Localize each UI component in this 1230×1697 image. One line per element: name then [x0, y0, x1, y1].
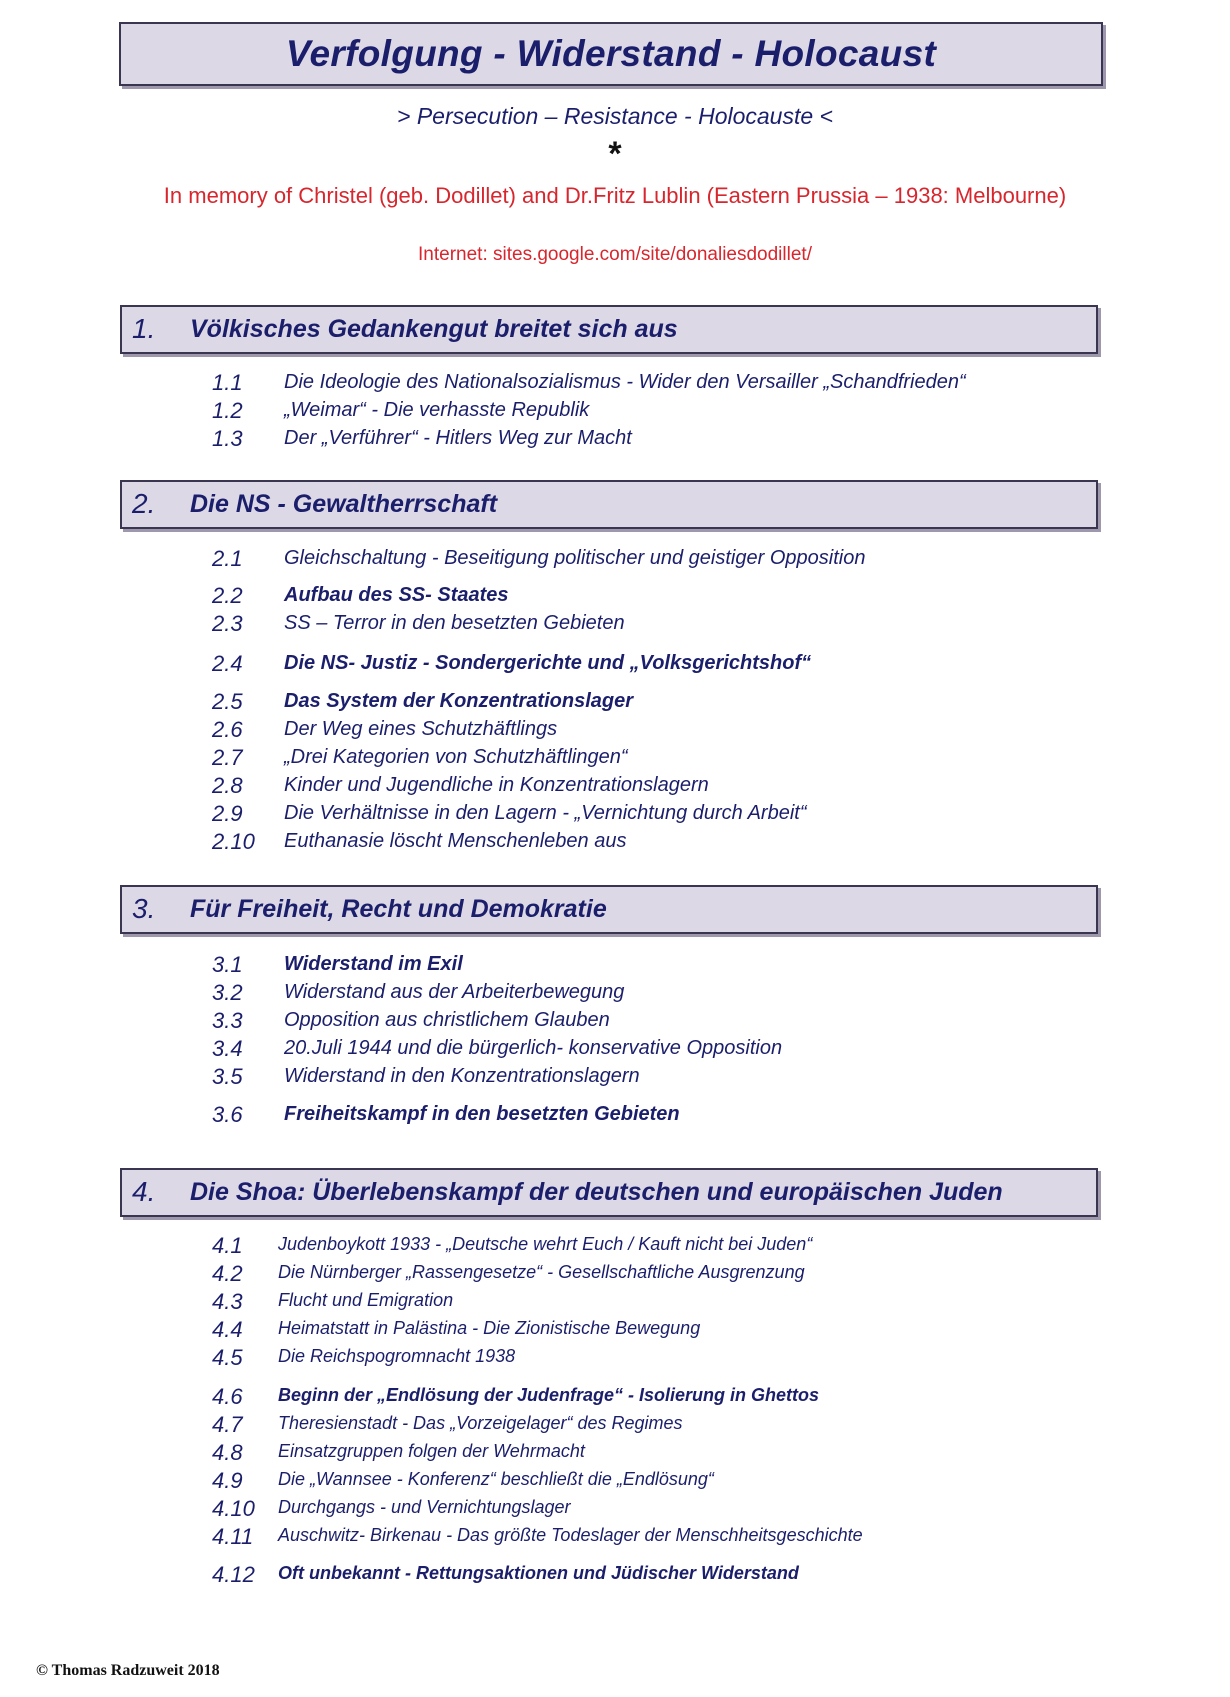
item-number: 4.2 — [212, 1261, 243, 1286]
section-title: Völkisches Gedankengut breitet sich aus — [190, 315, 678, 343]
item-number: 4.1 — [212, 1233, 243, 1258]
section-header-2 — [120, 480, 1098, 529]
item-text: 20.Juli 1944 und die bürgerlich- konservative Opposition — [284, 1037, 783, 1059]
item-text: Kinder und Jugendliche in Konzentrationslagern — [284, 774, 709, 796]
item-number: 4.6 — [212, 1384, 243, 1409]
memorial-dedication: In memory of Christel (geb. Dodillet) and Dr.Fritz Lublin (Eastern Prussia – 1938: Melbourne) — [163, 183, 1067, 208]
item-text: Die Reichspogromnacht 1938 — [278, 1346, 516, 1366]
item-number: 2.2 — [212, 583, 243, 608]
item-text: Die Verhältnisse in den Lagern - „Vernichtung durch Arbeit“ — [284, 802, 807, 824]
item-number: 1.1 — [212, 370, 243, 395]
item-number: 3.3 — [212, 1008, 243, 1033]
item-number: 4.3 — [212, 1289, 243, 1314]
item-number: 2.9 — [212, 801, 243, 826]
item-text: Das System der Konzentrationslager — [284, 690, 633, 712]
item-number: 4.5 — [212, 1345, 243, 1370]
item-text: Der Weg eines Schutzhäftlings — [284, 718, 558, 740]
item-text: Flucht und Emigration — [278, 1290, 454, 1310]
section-title: Die NS - Gewaltherrschaft — [190, 490, 498, 518]
item-number: 2.3 — [212, 611, 243, 636]
item-number: 2.7 — [212, 745, 243, 770]
item-number: 3.1 — [212, 952, 243, 977]
item-text: Euthanasie löscht Menschenleben aus — [284, 830, 627, 852]
item-text: Oft unbekannt - Rettungsaktionen und Jüdischer Widerstand — [278, 1563, 799, 1583]
item-number: 2.6 — [212, 717, 243, 742]
item-number: 4.7 — [212, 1412, 243, 1437]
item-text: Opposition aus christlichem Glauben — [284, 1009, 610, 1031]
section-header-1 — [120, 305, 1098, 354]
item-text: Gleichschaltung - Beseitigung politischer und geistiger Opposition — [284, 547, 866, 569]
internet-link[interactable]: Internet: sites.google.com/site/donaliesdodillet/ — [418, 244, 812, 265]
section-title: Die Shoa: Überlebenskampf der deutschen und europäischen Juden — [190, 1178, 1003, 1206]
section-title: Für Freiheit, Recht und Demokratie — [190, 895, 607, 923]
item-text: „Drei Kategorien von Schutzhäftlingen“ — [284, 746, 628, 768]
item-number: 3.6 — [212, 1102, 243, 1127]
item-number: 4.12 — [212, 1562, 255, 1587]
item-number: 2.10 — [212, 829, 255, 854]
page-title: Verfolgung - Widerstand - Holocaust — [285, 33, 937, 74]
section-number: 3. — [132, 893, 156, 924]
item-text: Aufbau des SS- Staates — [284, 584, 509, 606]
item-number: 3.5 — [212, 1064, 243, 1089]
item-text: „Weimar“ - Die verhasste Republik — [284, 399, 590, 421]
item-text: Die „Wannsee - Konferenz“ beschließt die „Endlösung“ — [278, 1469, 714, 1489]
item-text: Einsatzgruppen folgen der Wehrmacht — [278, 1441, 585, 1461]
item-text: Widerstand im Exil — [284, 953, 463, 975]
item-text: Die Nürnberger „Rassengesetze“ - Gesellschaftliche Ausgrenzung — [278, 1262, 805, 1282]
title-banner — [119, 22, 1103, 86]
item-text: Die Ideologie des Nationalsozialismus - Wider den Versailler „Schandfrieden“ — [284, 371, 966, 393]
asterisk-divider: * — [608, 135, 622, 173]
item-text: Der „Verführer“ - Hitlers Weg zur Macht — [284, 427, 632, 449]
section-header-3 — [120, 885, 1098, 934]
section-header-4 — [120, 1168, 1098, 1217]
item-number: 1.2 — [212, 398, 243, 423]
item-text: Heimatstatt in Palästina - Die Zionistische Bewegung — [278, 1318, 701, 1338]
item-text: Beginn der „Endlösung der Judenfrage“ - Isolierung in Ghettos — [278, 1385, 820, 1405]
item-number: 4.11 — [212, 1524, 254, 1549]
section-number: 2. — [132, 488, 156, 519]
item-number: 2.8 — [212, 773, 243, 798]
section-number: 4. — [132, 1176, 156, 1207]
copyright-footer: © Thomas Radzuweit 2018 — [36, 1662, 220, 1679]
item-text: Freiheitskampf in den besetzten Gebieten — [284, 1103, 680, 1125]
item-number: 3.4 — [212, 1036, 243, 1061]
item-number: 2.5 — [212, 689, 243, 714]
item-text: Widerstand aus der Arbeiterbewegung — [284, 981, 625, 1003]
item-number: 4.8 — [212, 1440, 243, 1465]
item-text: Auschwitz- Birkenau - Das größte Todeslager der Menschheitsgeschichte — [278, 1525, 863, 1545]
item-number: 4.4 — [212, 1317, 243, 1342]
item-number: 3.2 — [212, 980, 243, 1005]
item-number: 2.4 — [212, 651, 243, 676]
subtitle: > Persecution – Resistance - Holocauste < — [397, 103, 833, 129]
item-number: 4.10 — [212, 1496, 255, 1521]
item-text: Widerstand in den Konzentrationslagern — [284, 1065, 640, 1087]
item-number: 1.3 — [212, 426, 243, 451]
item-text: SS – Terror in den besetzten Gebieten — [284, 612, 625, 634]
item-number: 4.9 — [212, 1468, 243, 1493]
item-text: Die NS- Justiz - Sondergerichte und „Volksgerichtshof“ — [284, 652, 812, 674]
item-number: 2.1 — [212, 546, 243, 571]
section-number: 1. — [132, 313, 156, 344]
item-text: Judenboykott 1933 - „Deutsche wehrt Euch / Kauft nicht bei Juden“ — [278, 1234, 813, 1254]
item-text: Theresienstadt - Das „Vorzeigelager“ des Regimes — [278, 1413, 683, 1433]
item-text: Durchgangs - und Vernichtungslager — [278, 1497, 571, 1517]
